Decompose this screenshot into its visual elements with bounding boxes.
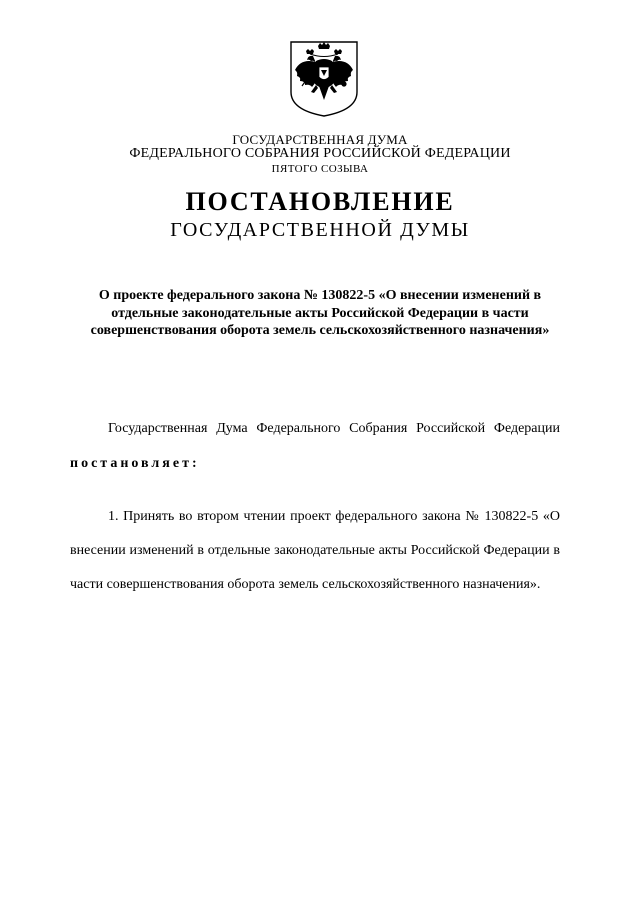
document-type-title: ПОСТАНОВЛЕНИЕ xyxy=(185,187,455,216)
org-line-convocation: ПЯТОГО СОЗЫВА xyxy=(271,163,369,175)
document-issuer: ГОСУДАРСТВЕННОЙ ДУМЫ xyxy=(170,219,470,241)
russian-coat-of-arms-icon xyxy=(289,40,359,118)
org-line-federal-assembly: ФЕДЕРАЛЬНОГО СОБРАНИЯ РОССИЙСКОЙ ФЕДЕРАЦИИ xyxy=(129,146,511,161)
resolution-item-1: 1. Принять во втором чтении проект федерального закона № 130822-5 «О внесении изменений в отдельные законодательные акты Российской Федерации в части совершенствования оборота земель сельскохозяйственного назначения». xyxy=(70,509,560,592)
resolves-phrase: постановляет: xyxy=(70,456,200,471)
preamble-paragraph xyxy=(70,411,560,481)
document-subject: О проекте федерального закона № 130822-5 «О внесении изменений в отдельные законодательные акты Российской Федерации в части совершенствования оборота земель сельскохозяйственного назначения» xyxy=(90,288,550,338)
preamble-text: Государственная Дума Федерального Собрания Российской Федерации xyxy=(108,421,560,436)
org-line-state-duma: ГОСУДАРСТВЕННАЯ ДУМА xyxy=(232,132,408,147)
